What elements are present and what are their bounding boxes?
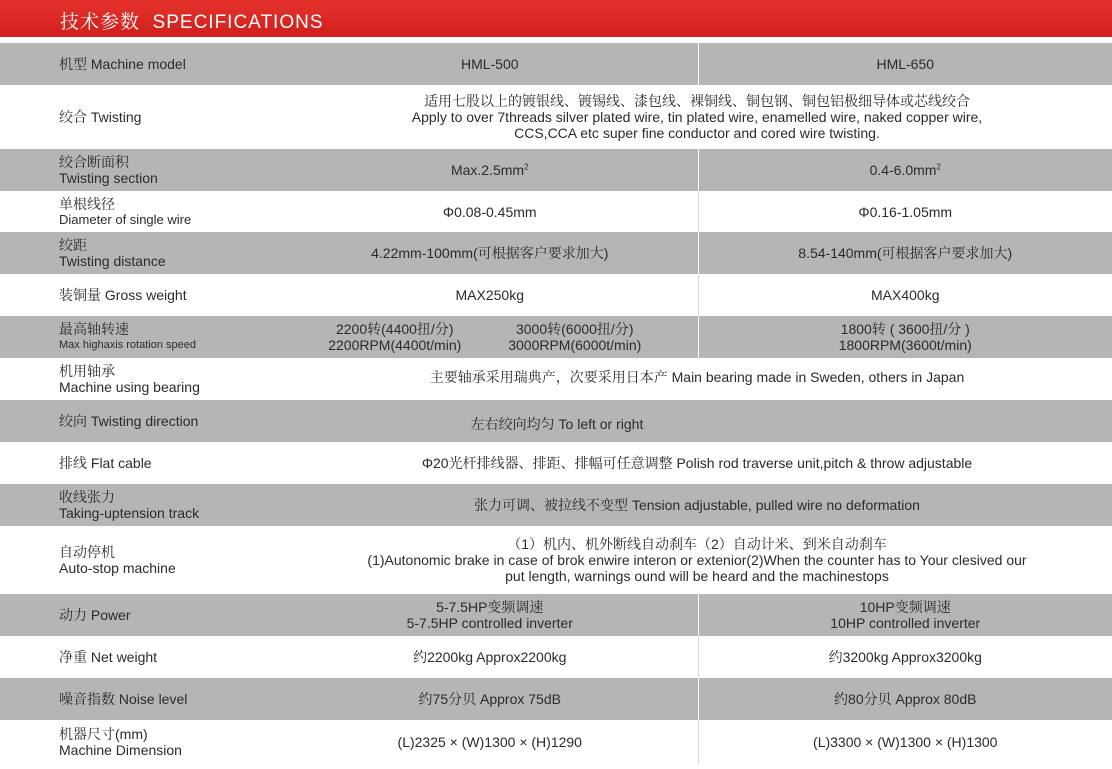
hml650-value: 8.54-140mm(可根据客户要求加大)	[698, 232, 1112, 274]
value-line: （1）机内、机外断线自动刹车（2）自动计米、到米自动刹车	[507, 536, 887, 552]
label-cn: 最高轴转速	[59, 321, 129, 337]
label-en: Twisting distance	[59, 253, 166, 269]
header-title: 技术参数 SPECIFICATIONS	[60, 12, 324, 33]
row-max-rotation-speed	[0, 316, 1112, 358]
hml500-value	[282, 316, 698, 358]
value-line: 适用七股以上的镀银线、镀锡线、漆包线、裸铜线、铜包钢、铜包铝极细导体或芯线绞合	[424, 93, 970, 109]
value-line: (1)Autonomic brake in case of brok enwire interon or extenior(2)When the counter has to Your clesived our	[367, 552, 1027, 568]
row-twisting-section	[0, 149, 1112, 191]
label-cn: 机器尺寸(mm)	[59, 726, 148, 742]
hml500-value	[282, 149, 698, 191]
row-label	[0, 358, 282, 400]
speed-cn: 1800转 ( 3600扭/分 )	[840, 321, 970, 337]
hml500-value: 约2200kg Approx2200kg	[282, 636, 698, 678]
value-text: Max.2.5mm	[450, 162, 525, 178]
label-en: Auto-stop machine	[59, 560, 176, 576]
value-line: CCS,CCA etc super fine conductor and cored wire twisting.	[514, 125, 880, 141]
hml650-value: 约3200kg Approx3200kg	[698, 636, 1112, 678]
power-cn: 10HP变频调速	[859, 599, 951, 615]
row-twisting-distance	[0, 232, 1112, 274]
row-flat-cable	[0, 442, 1112, 484]
shared-value: Φ20光杆排线器、排距、排幅可任意调整 Polish rod traverse unit,pitch & throw adjustable	[282, 442, 1112, 484]
label-en: Twisting section	[59, 170, 158, 186]
spec-header	[0, 0, 1112, 37]
label-cn: 单根线径	[59, 195, 115, 212]
value-text: 0.4-6.0mm	[869, 162, 937, 178]
row-machine-dimension	[0, 720, 1112, 764]
label-en: Taking-uptension track	[59, 505, 200, 521]
row-noise-level	[0, 678, 1112, 720]
row-label	[0, 484, 282, 526]
speed-b-cn: 3000转(6000扭/分)	[515, 321, 634, 337]
hml500-value: 约75分贝 Approx 75dB	[282, 678, 698, 720]
hml500-value: (L)2325 × (W)1300 × (H)1290	[282, 720, 698, 764]
speed-line-en	[282, 337, 698, 353]
row-label: 噪音指数 Noise level	[0, 678, 282, 720]
power-cn: 5-7.5HP变频调速	[436, 599, 544, 615]
row-label: 装铜量 Gross weight	[0, 274, 282, 316]
row-single-wire-diameter	[0, 191, 1112, 232]
row-auto-stop	[0, 526, 1112, 594]
hml650-value: MAX400kg	[698, 274, 1112, 316]
row-net-weight	[0, 636, 1112, 678]
row-take-up-tension	[0, 484, 1112, 526]
hml500-value: MAX250kg	[282, 274, 698, 316]
hml650-value	[698, 149, 1112, 191]
row-label	[0, 526, 282, 594]
speed-b-en: 3000RPM(6000t/min)	[508, 337, 642, 353]
row-label	[0, 316, 282, 358]
spec-table	[0, 43, 1112, 764]
row-twisting-direction	[0, 400, 1112, 442]
value-line: Apply to over 7threads silver plated wire, tin plated wire, enamelled wire, naked copper wire,	[411, 109, 983, 125]
label-cn: 机用轴承	[59, 363, 115, 379]
hml650-value	[698, 316, 1112, 358]
speed-en: 1800RPM(3600t/min)	[838, 337, 972, 353]
row-label: 净重 Net weight	[0, 636, 282, 678]
shared-value	[282, 526, 1112, 594]
value-text: 左右绞向均匀 To left or right	[470, 416, 644, 432]
label-cn: 自动停机	[59, 544, 115, 560]
row-label: 机型 Machine model	[0, 43, 282, 85]
shared-value	[282, 85, 1112, 149]
header-divider	[0, 37, 1112, 42]
label-cn: 收线张力	[59, 489, 115, 505]
superscript: 2	[936, 162, 941, 172]
row-bearing	[0, 358, 1112, 400]
hml500-value: 4.22mm-100mm(可根据客户要求加大)	[282, 232, 698, 274]
hml500-value: HML-500	[282, 43, 698, 85]
shared-value: 主要轴承采用瑞典产，次要采用日本产 Main bearing made in Sweden, others in Japan	[282, 358, 1112, 400]
row-twisting	[0, 85, 1112, 149]
row-label: 绞合 Twisting	[0, 85, 282, 149]
power-en: 10HP controlled inverter	[830, 615, 981, 631]
row-machine-model	[0, 43, 1112, 85]
hml650-value: HML-650	[698, 43, 1112, 85]
power-en: 5-7.5HP controlled inverter	[406, 615, 573, 631]
row-label	[0, 149, 282, 191]
hml500-value	[282, 594, 698, 636]
row-label	[0, 232, 282, 274]
row-gross-weight	[0, 274, 1112, 316]
speed-a-en: 2200RPM(4400t/min)	[328, 337, 462, 353]
row-label: 排线 Flat cable	[0, 442, 282, 484]
value-line: put length, warnings ound will be heard and the machinestops	[505, 568, 889, 584]
row-power	[0, 594, 1112, 636]
hml500-value: Φ0.08-0.45mm	[282, 191, 698, 232]
label-cn: 绞合断面积	[59, 154, 129, 170]
label-en: Machine using bearing	[59, 379, 200, 395]
label-cn: 绞距	[59, 237, 87, 253]
shared-value	[282, 400, 1112, 442]
hml650-value: (L)3300 × (W)1300 × (H)1300	[698, 720, 1112, 764]
shared-value: 张力可调、被拉线不变型 Tension adjustable, pulled wire no deformation	[282, 484, 1112, 526]
row-label: 动力 Power	[0, 594, 282, 636]
speed-line-cn	[282, 321, 698, 337]
hml650-value: 约80分贝 Approx 80dB	[698, 678, 1112, 720]
hml650-value	[698, 594, 1112, 636]
hml650-value: Φ0.16-1.05mm	[698, 191, 1112, 232]
row-label: 绞向 Twisting direction	[0, 400, 282, 442]
label-en: Max highaxis rotation speed	[59, 339, 196, 351]
row-label	[0, 191, 282, 232]
row-label	[0, 720, 282, 764]
label-en: Diameter of single wire	[59, 211, 192, 227]
speed-a-cn: 2200转(4400扭/分)	[335, 321, 454, 337]
label-en: Machine Dimension	[59, 742, 182, 758]
superscript: 2	[524, 162, 529, 172]
